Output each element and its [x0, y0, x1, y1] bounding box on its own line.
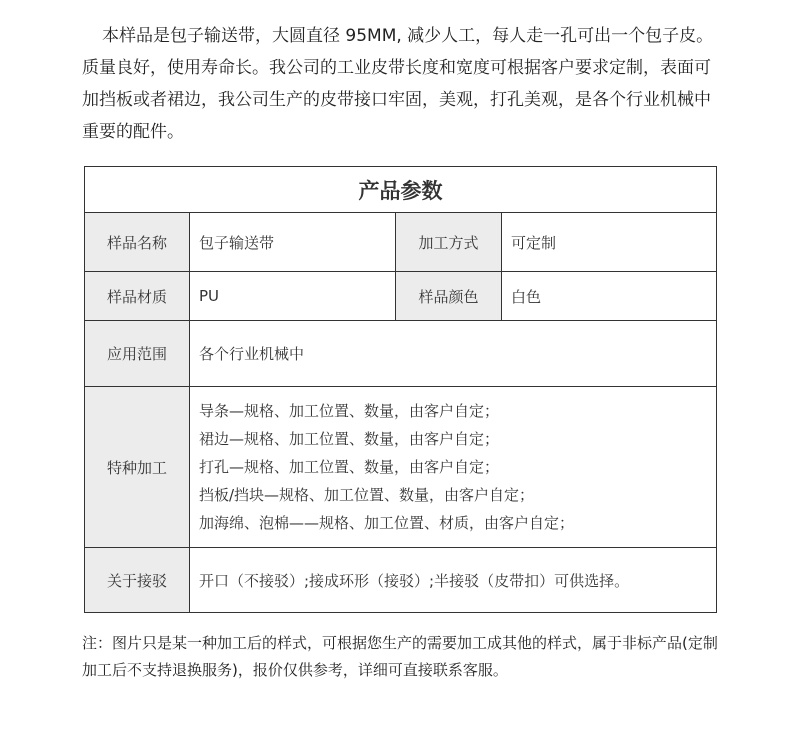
- special-line: 裙边—规格、加工位置、数量，由客户自定；: [199, 430, 500, 448]
- table-title: 产品参数: [85, 167, 717, 213]
- special-line: 加海绵、泡棉——规格、加工位置、材质，由客户自定；: [199, 514, 575, 532]
- special-line: 导条—规格、加工位置、数量，由客户自定；: [199, 402, 500, 420]
- table-row: [85, 548, 717, 613]
- material-value: PU: [190, 272, 396, 321]
- special-line: 挡板/挡块—规格、加工位置、数量，由客户自定；: [199, 486, 535, 504]
- table-row: [85, 272, 717, 321]
- footnote: 注：图片只是某一种加工后的样式，可根据您生产的需要加工成其他的样式，属于非标产品(定制加工后不支持退换服务)，报价仅供参考，详细可直接联系客服。: [82, 634, 718, 679]
- special-processing-value: [190, 387, 717, 548]
- special-line: 打孔—规格、加工位置、数量，由客户自定；: [199, 458, 500, 476]
- table-row: [85, 321, 717, 387]
- processing-method-label: 加工方式: [396, 213, 502, 272]
- special-processing-label: 特种加工: [85, 387, 190, 548]
- color-label: 样品颜色: [396, 272, 502, 321]
- sample-name-value: 包子输送带: [190, 213, 396, 272]
- material-label: 样品材质: [85, 272, 190, 321]
- color-value: 白色: [502, 272, 717, 321]
- joint-label: 关于接驳: [85, 548, 190, 613]
- table-row: [85, 213, 717, 272]
- application-value: 各个行业机械中: [190, 321, 717, 387]
- product-params-table: [84, 166, 717, 613]
- table-row: [85, 387, 717, 548]
- joint-value: 开口（不接驳）;接成环形（接驳）;半接驳（皮带扣）可供选择。: [190, 548, 717, 613]
- intro-paragraph: 本样品是包子输送带，大圆直径 95MM, 减少人工，每人走一孔可出一个包子皮。质量良好，使用寿命长。我公司的工业皮带长度和宽度可根据客户要求定制，表面可加挡板或者裙边，我公司生产的皮带接口牢固，美观，打孔美观，是各个行业机械中重要的配件。: [82, 26, 714, 142]
- sample-name-label: 样品名称: [85, 213, 190, 272]
- application-label: 应用范围: [85, 321, 190, 387]
- processing-method-value: 可定制: [502, 213, 717, 272]
